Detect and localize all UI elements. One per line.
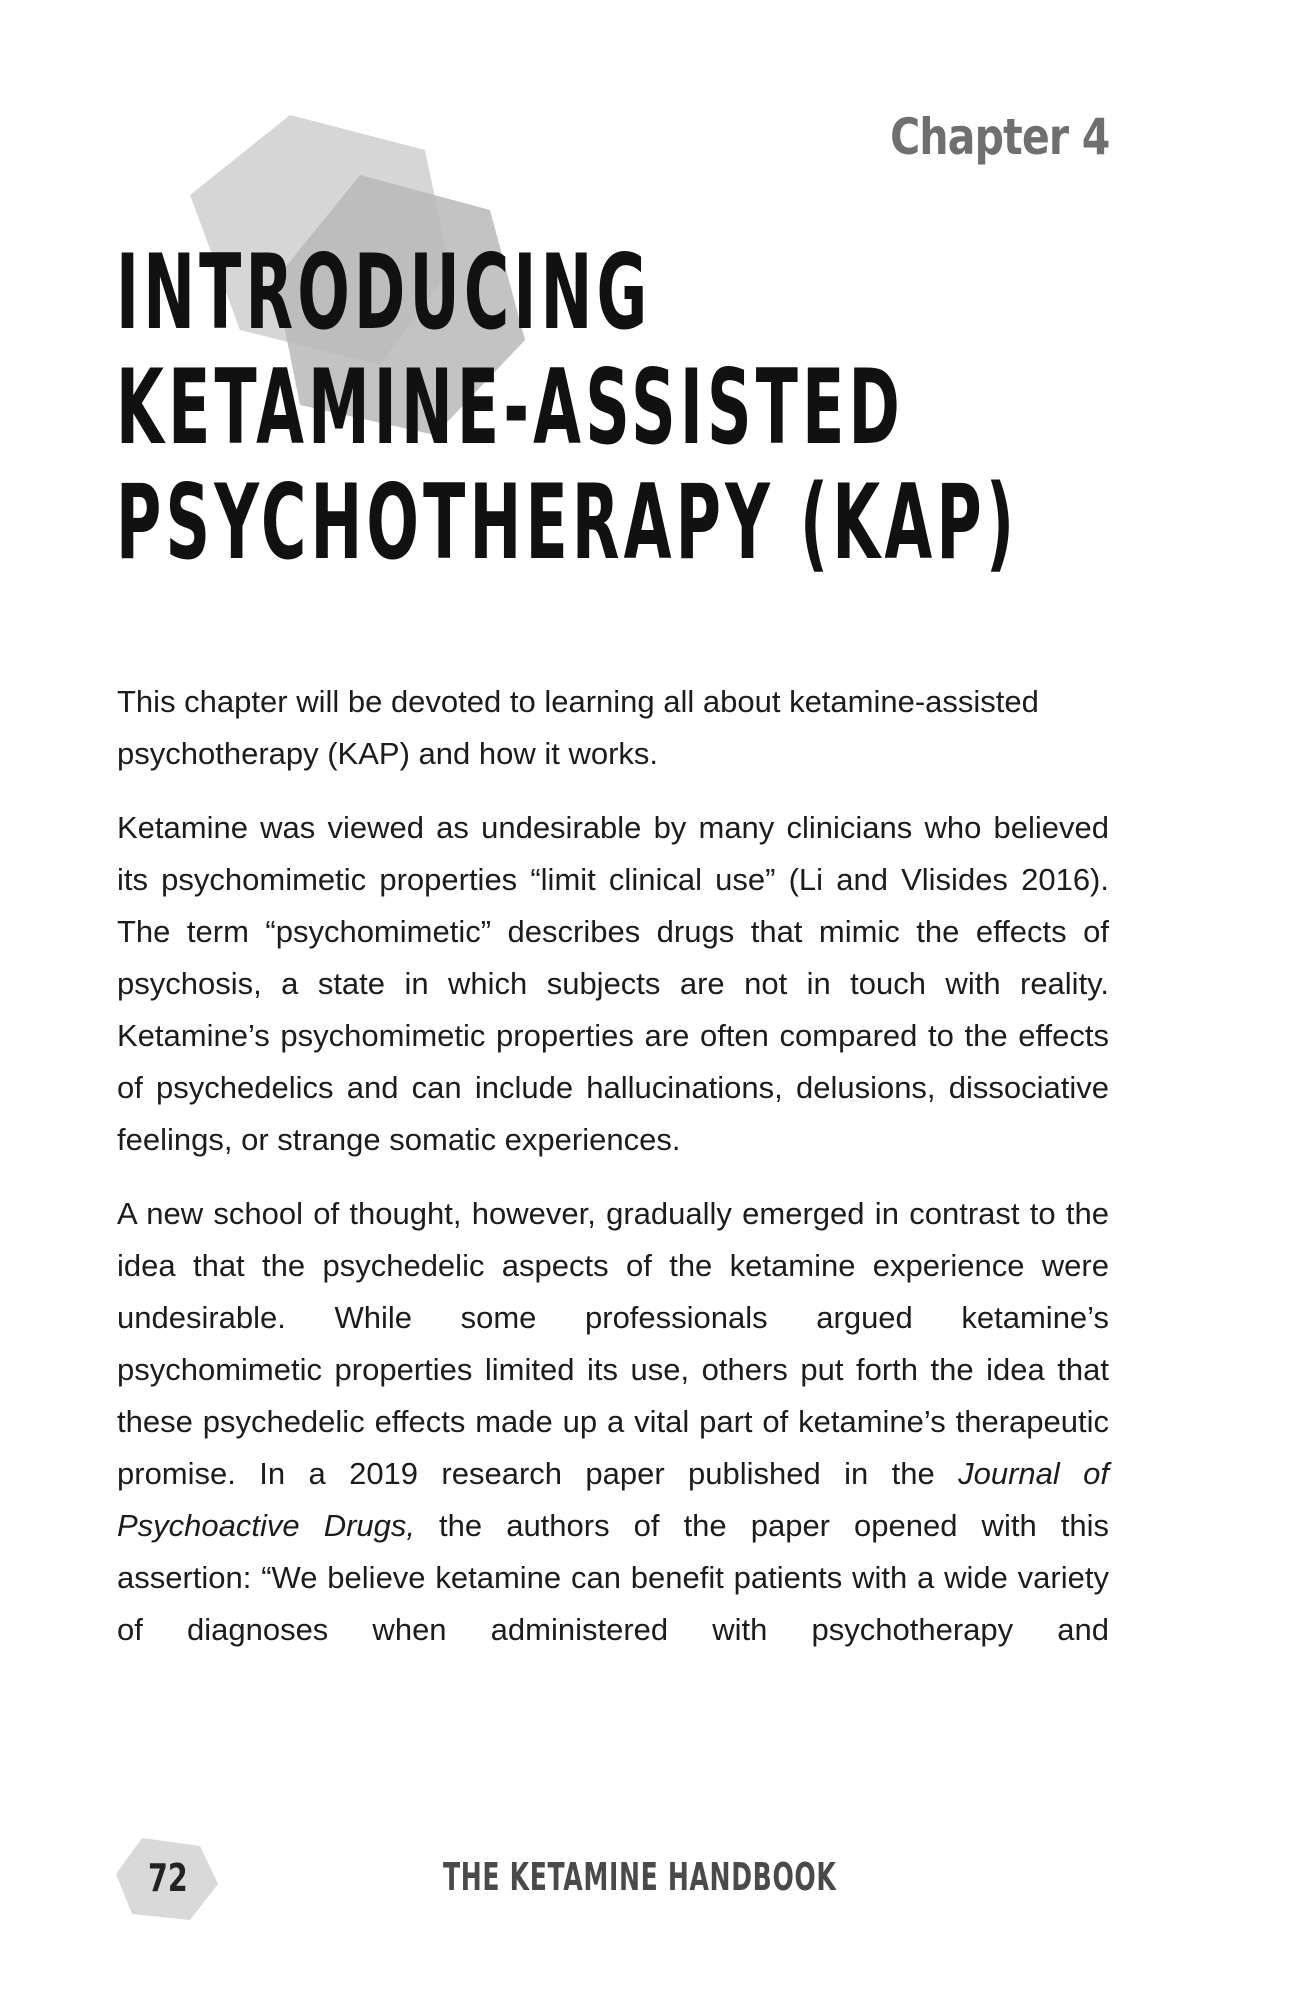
paragraph-new-school-part-2: the authors of the paper opened with this assertion: “We believe ketamine can benefit patients with a wide variety of diagnoses when administered with psychotherapy and [117,1508,1109,1647]
chapter-title-line-3: PSYCHOTHERAPY (KAP) [116,463,1019,583]
chapter-label: Chapter 4 [889,108,1109,166]
chapter-title-line-1: INTRODUCING [116,233,652,353]
page-number: 72 [148,1856,188,1900]
paragraph-new-school-part-1: A new school of thought, however, gradually emerged in contrast to the idea that the psychedelic aspects of the ketamine experience were undesirable. While some professionals argued ketamine’s psychomimetic properties limited its use, others put forth the idea that these psychedelic effects made up a vital part of ketamine’s therapeutic promise. In a 2019 research paper published in the [117,1196,1109,1491]
page-number-badge [112,1834,222,1926]
paragraph-new-school [117,1188,1109,1656]
journal-title: Journal of Psychoactive Drugs, [117,1456,1110,1543]
chapter-body [117,676,1109,1678]
chapter-title [116,233,1019,583]
paragraph-psychomimetic: Ketamine was viewed as undesirable by many clinicians who believed its psychomimetic properties “limit clinical use” (Li and Vlisides 2016). The term “psychomimetic” describes drugs that mimic the effects of psychosis, a state in which subjects are not in touch with reality. Ketamine’s psychomimetic properties are often compared to the effects of psychedelics and can include hallucinations, delusions, dissociative feelings, or strange somatic experiences. [117,810,1109,1157]
running-footer-title: THE KETAMINE HANDBOOK [443,1855,837,1899]
paragraph-intro: This chapter will be devoted to learning all about ketamine-assisted psychotherapy (KAP) and how it works. [117,684,1039,771]
chapter-title-line-2: KETAMINE-ASSISTED [116,348,905,468]
